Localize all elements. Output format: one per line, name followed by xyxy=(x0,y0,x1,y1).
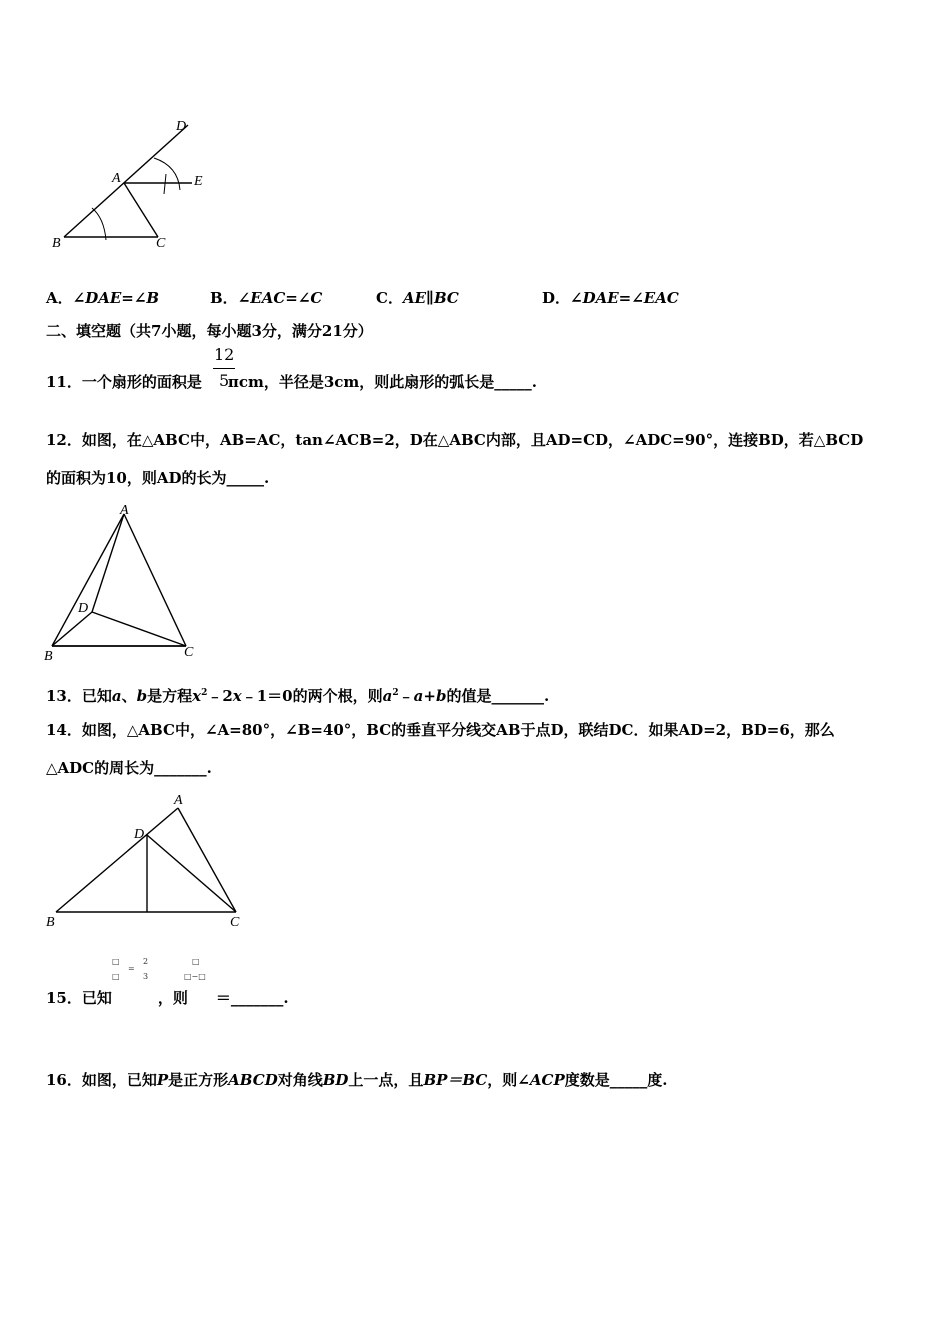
q16-var: ACP xyxy=(529,1071,565,1089)
option-d-label: D． xyxy=(542,289,571,307)
q13-var-a: a xyxy=(111,687,122,705)
q11-fraction-bar xyxy=(213,368,235,369)
option-a xyxy=(46,287,159,308)
q11-fraction-denominator: 5 xyxy=(219,371,230,390)
label-A: A xyxy=(112,171,121,186)
option-d xyxy=(542,287,679,308)
q13-exponent: 2 xyxy=(201,688,208,698)
q16-var: P xyxy=(156,1071,169,1089)
q13-plus: + xyxy=(423,687,436,705)
q15-fraction2-top: □ xyxy=(192,957,200,966)
label-D: D xyxy=(134,827,145,842)
question-12-line2: 的面积为10，则AD的长为_____. xyxy=(46,469,270,487)
q13-part: ﹣1＝0的两个根，则 xyxy=(241,687,383,705)
option-a-text: ∠DAE=∠B xyxy=(72,289,160,307)
figure-q14 xyxy=(40,790,250,935)
q13-var-x: x xyxy=(232,687,242,705)
option-a-label: A． xyxy=(46,289,73,307)
q13-var-b: b xyxy=(136,687,148,705)
label-C: C xyxy=(156,236,166,251)
q16-part: 对角线 xyxy=(277,1071,323,1089)
q13-part: 是方程 xyxy=(147,687,193,705)
q13-part: 的值是_______. xyxy=(446,687,550,705)
q15-mid: ，则 xyxy=(157,989,188,1007)
q16-var: ABCD xyxy=(228,1071,278,1089)
q13-var-a: a xyxy=(413,687,424,705)
label-E: E xyxy=(194,174,203,189)
q15-fraction2-bottom: □−□ xyxy=(184,972,206,981)
q16-var: BD xyxy=(322,1071,349,1089)
q13-part: ﹣ xyxy=(398,687,414,705)
q16-var: BP＝BC xyxy=(423,1071,488,1089)
q13-part: 13．已知 xyxy=(46,687,112,705)
q13-var-x: x xyxy=(192,687,202,705)
label-B: B xyxy=(52,236,61,251)
question-13 xyxy=(46,685,549,706)
q13-exponent: 2 xyxy=(392,688,399,698)
label-A: A xyxy=(120,503,129,518)
figure-q12 xyxy=(40,500,210,668)
option-c xyxy=(376,287,459,308)
q13-part: ﹣2 xyxy=(207,687,233,705)
q11-fraction-numerator: 12 xyxy=(214,345,235,364)
label-D: D xyxy=(78,601,89,616)
q13-var-a: a xyxy=(382,687,393,705)
question-15 xyxy=(46,987,289,1008)
q15-prefix: 15．已知 xyxy=(46,989,112,1007)
label-B: B xyxy=(44,649,53,664)
option-c-text: AE∥BC xyxy=(402,289,459,307)
q16-part: 是正方形 xyxy=(168,1071,229,1089)
q11-prefix: 11．一个扇形的面积是 xyxy=(46,373,202,391)
q15-suffix: ＝_______. xyxy=(215,989,289,1007)
q16-part: 16．如图，已知 xyxy=(46,1071,157,1089)
q16-part: 上一点，且 xyxy=(348,1071,424,1089)
question-14-line1: 14．如图，△ABC中，∠A=80°，∠B=40°，BC的垂直平分线交AB于点D，联结DC．如果AD=2，BD=6，那么 xyxy=(46,721,835,739)
question-12-line1: 12．如图，在△ABC中，AB=AC，tan∠ACB=2，D在△ABC内部，且AD=CD，∠ADC=90°，连接BD，若△BCD xyxy=(46,431,864,449)
question-16 xyxy=(46,1069,667,1090)
q11-suffix: πcm，半径是3cm，则此扇形的弧长是_____. xyxy=(227,373,538,391)
question-11 xyxy=(46,371,537,392)
q15-fraction1-rbottom: 3 xyxy=(143,972,149,981)
q13-var-b: b xyxy=(435,687,447,705)
figure-q10 xyxy=(40,110,230,255)
q16-part: 度数是_____度. xyxy=(564,1071,668,1089)
option-b xyxy=(210,287,322,308)
q15-fraction1-top: □ xyxy=(112,957,120,966)
label-D: D xyxy=(176,119,187,134)
label-B: B xyxy=(46,915,55,930)
q16-part: ，则∠ xyxy=(487,1071,530,1089)
q15-fraction1-rtop: 2 xyxy=(143,957,149,966)
option-b-text: ∠EAC=∠C xyxy=(237,289,323,307)
label-C: C xyxy=(230,915,240,930)
label-C: C xyxy=(184,645,194,660)
q15-fraction1-bottom: □ xyxy=(112,972,120,981)
option-c-label: C． xyxy=(376,289,403,307)
q15-fraction1-eq: = xyxy=(128,964,135,973)
option-b-label: B． xyxy=(210,289,238,307)
section-heading: 二、填空题（共7小题，每小题3分，满分21分） xyxy=(46,322,373,340)
question-14-line2: △ADC的周长为_______. xyxy=(46,759,212,777)
option-d-text: ∠DAE=∠EAC xyxy=(570,289,679,307)
q13-sep: 、 xyxy=(121,687,137,705)
label-A: A xyxy=(174,793,183,808)
